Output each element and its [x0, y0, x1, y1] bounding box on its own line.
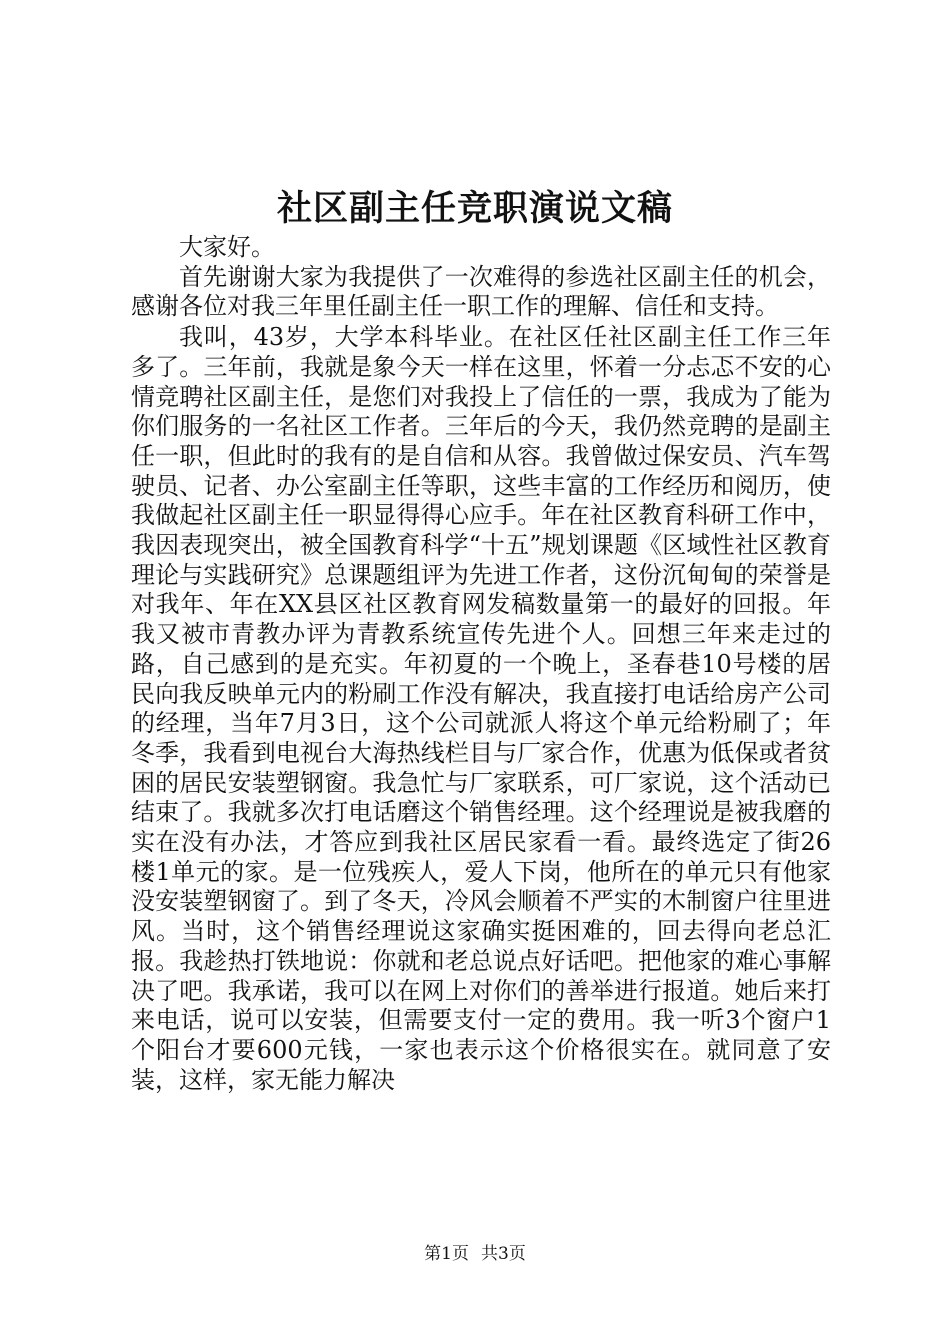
document-body [131, 233, 831, 1095]
page-footer [0, 1242, 950, 1266]
paragraph-greeting: 大家好。 [179, 233, 275, 261]
page-title: 社区副主任竞职演说文稿 [276, 188, 673, 229]
page-number-total: 共3页 [481, 1244, 526, 1264]
paragraph-self-introduction: 我叫，43岁，大学本科毕业。在社区任社区副主任工作三年多了。三年前，我就是象今天一样在这里，怀着一分忐忑不安的心情竞聘社区副主任，是您们对我投上了信任的一票，我成为了能为你们服务的一名社区工作者。三年后的今天，我仍然竞聘的是副主任一职，但此时的我有的是自信和从容。我曾做过保安员、汽车驾驶员、记者、办公室副主任等职，这些丰富的工作经历和阅历，使我做起社区副主任一职显得得心应手。年在社区教育科研工作中，我因表现突出，被全国教育科学“十五”规划课题《区域性社区教育理论与实践研究》总课题组评为先进工作者，这份沉甸甸的荣誉是对我年、年在XX县区社区教育网发稿数量第一的最好的回报。年我又被市青教办评为青教系统宣传先进个人。回想三年来走过的路，自己感到的是充实。年初夏的一个晚上，圣春巷10号楼的居民向我反映单元内的粉刷工作没有解决，我直接打电话给房产公司的经理，当年7月3日，这个公司就派人将这个单元给粉刷了；年冬季，我看到电视台大海热线栏目与厂家合作，优惠为低保或者贫困的居民安装塑钢窗。我急忙与厂家联系，可厂家说，这个活动已结束了。我就多次打电话磨这个销售经理。这个经理说是被我磨的实在没有办法，才答应到我社区居民家看一看。最终选定了街26楼1单元的家。是一位残疾人，爱人下岗，他所在的单元只有他家没安装塑钢窗了。到了冬天，冷风会顺着不严实的木制窗户往里进风。当时，这个销售经理说这家确实挺困难的，回去得向老总汇报。我趁热打铁地说：你就和老总说点好话吧。把他家的难心事解决了吧。我承诺，我可以在网上对你们的善举进行报道。她后来打来电话，说可以安装，但需要支付一定的费用。我一听3个窗户1个阳台才要600元钱，一家也表示这个价格很实在。就同意了安装，这样，家无能力解决 [131, 323, 831, 1094]
page-number-current: 第1页 [424, 1244, 469, 1264]
paragraph-thanks: 首先谢谢大家为我提供了一次难得的参选社区副主任的机会，感谢各位对我三年里任副主任一职工作的理解、信任和支持。 [131, 262, 831, 321]
